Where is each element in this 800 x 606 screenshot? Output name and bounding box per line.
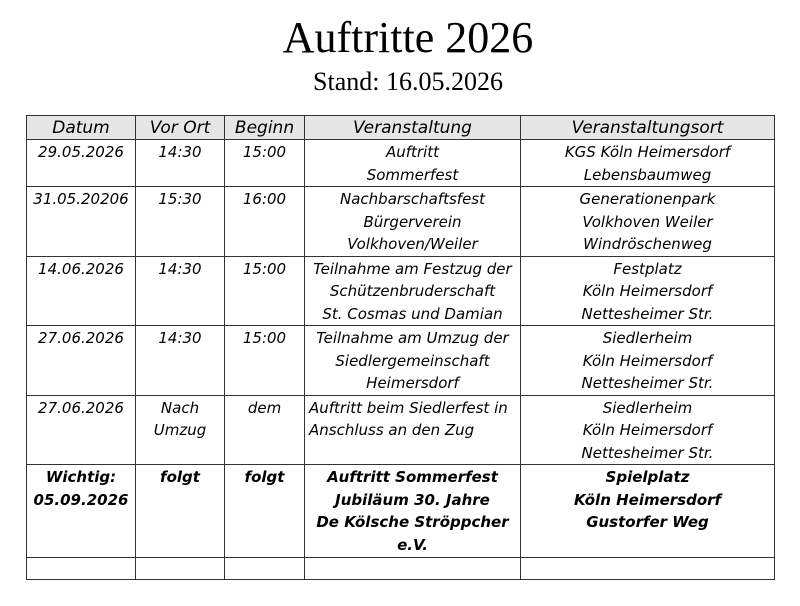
cell-line: 14:30	[158, 329, 202, 347]
cell-line: Bürgerverein	[363, 212, 462, 231]
cell-vor-ort	[136, 256, 225, 326]
cell-line: 29.05.2026	[38, 143, 124, 161]
cell-vor-ort	[136, 140, 225, 187]
cell-line: 14:30	[158, 259, 202, 278]
cell-vor-ort	[136, 326, 225, 396]
page-title: Auftritte 2026	[282, 13, 534, 62]
cell-veranstaltung	[305, 187, 521, 257]
cell-ort	[521, 256, 775, 326]
cell-line: 31.05.20206	[33, 190, 129, 208]
status-date: Stand: 16.05.2026	[313, 67, 503, 96]
cell-line: Auftritt Sommerfest	[327, 468, 498, 486]
cell-line: folgt	[160, 468, 200, 486]
cell-line: Volkhoven Weiler	[582, 212, 713, 231]
performance-table	[26, 115, 775, 580]
cell-empty	[27, 558, 136, 580]
table-row	[27, 256, 775, 326]
cell-line: Heimersdorf	[366, 374, 459, 392]
cell-line: 27.06.2026	[38, 398, 124, 417]
cell-line: 15:00	[242, 259, 287, 278]
cell-line: Spielplatz	[605, 468, 690, 486]
cell-datum	[27, 326, 136, 396]
table-row	[27, 395, 775, 465]
cell-line: Auftritt	[385, 143, 440, 161]
cell-line: Umzug	[153, 421, 207, 439]
cell-line: Nettesheimer Str.	[581, 374, 714, 392]
cell-datum	[27, 465, 136, 558]
column-header-veranstaltungsort: Veranstaltungsort	[521, 116, 775, 140]
cell-datum	[27, 140, 136, 187]
cell-line: Teilnahme am Festzug der	[313, 259, 512, 278]
cell-veranstaltung	[305, 395, 521, 465]
cell-line: Gustorfer Weg	[586, 513, 709, 531]
cell-ort	[521, 140, 775, 187]
table-header-row	[27, 116, 775, 140]
table-row	[27, 187, 775, 257]
cell-beginn	[225, 187, 305, 257]
column-header-datum: Datum	[27, 116, 136, 140]
cell-line: Nach	[160, 398, 200, 417]
cell-line: 14:30	[158, 143, 202, 161]
cell-line: 05.09.2026	[33, 490, 129, 509]
cell-veranstaltung	[305, 465, 521, 558]
cell-empty	[521, 558, 775, 580]
cell-vor-ort	[136, 187, 225, 257]
cell-beginn	[225, 465, 305, 558]
cell-ort	[521, 395, 775, 465]
cell-line: Sommerfest	[366, 165, 459, 184]
cell-beginn	[225, 395, 305, 465]
cell-line: Köln Heimersdorf	[573, 490, 722, 509]
cell-line: Volkhoven/Weiler	[347, 235, 478, 253]
cell-line: KGS Köln Heimersdorf	[564, 143, 731, 161]
cell-line: Windröschenweg	[583, 235, 712, 253]
cell-line: 16:00	[242, 190, 287, 208]
table-row-empty	[27, 558, 775, 580]
cell-line: Wichtig:	[45, 468, 117, 486]
cell-line: Köln Heimersdorf	[582, 282, 713, 300]
cell-datum	[27, 256, 136, 326]
cell-line: St. Cosmas und Damian	[322, 304, 503, 323]
cell-beginn	[225, 326, 305, 396]
cell-vor-ort	[136, 465, 225, 558]
cell-line: e.V.	[397, 535, 428, 554]
cell-ort	[521, 465, 775, 558]
cell-line: Jubiläum 30. Jahre	[335, 490, 490, 509]
cell-vor-ort	[136, 395, 225, 465]
cell-line: 14.06.2026	[38, 259, 124, 278]
cell-datum	[27, 395, 136, 465]
cell-veranstaltung	[305, 140, 521, 187]
cell-line: Generationenpark	[579, 190, 716, 208]
cell-line: Siedlerheim	[602, 398, 693, 417]
cell-line: Siedlerheim	[602, 329, 693, 347]
cell-datum	[27, 187, 136, 257]
cell-beginn	[225, 140, 305, 187]
cell-line: Festplatz	[613, 259, 682, 278]
cell-line: Auftritt beim Siedlerfest in	[309, 398, 508, 417]
cell-line: 15:30	[158, 190, 202, 208]
column-header-vor-ort: Vor Ort	[136, 116, 225, 140]
cell-line: folgt	[244, 468, 285, 486]
cell-veranstaltung	[305, 326, 521, 396]
cell-line: 15:00	[242, 329, 287, 347]
column-header-veranstaltung: Veranstaltung	[305, 116, 521, 140]
cell-empty	[225, 558, 305, 580]
table-row	[27, 465, 775, 558]
cell-empty	[136, 558, 225, 580]
cell-ort	[521, 326, 775, 396]
cell-line: Nettesheimer Str.	[581, 304, 714, 323]
cell-line: Nettesheimer Str.	[581, 443, 714, 462]
cell-line: 15:00	[242, 143, 287, 161]
cell-empty	[305, 558, 521, 580]
table-row	[27, 326, 775, 396]
cell-ort	[521, 187, 775, 257]
cell-line: Köln Heimersdorf	[582, 421, 713, 439]
cell-line: Teilnahme am Umzug der	[316, 329, 509, 347]
cell-line: Köln Heimersdorf	[582, 351, 713, 370]
cell-line: De Kölsche Ströppcher	[316, 513, 509, 531]
cell-veranstaltung	[305, 256, 521, 326]
cell-beginn	[225, 256, 305, 326]
cell-line: Siedlergemeinschaft	[335, 351, 490, 370]
cell-line: Anschluss an den Zug	[309, 421, 475, 439]
cell-line: Lebensbaumweg	[583, 165, 712, 184]
column-header-beginn: Beginn	[225, 116, 305, 140]
cell-line: Nachbarschaftsfest	[340, 190, 485, 208]
cell-line: 27.06.2026	[38, 329, 124, 347]
table-row	[27, 140, 775, 187]
cell-line: Schützenbruderschaft	[329, 282, 496, 300]
cell-line: dem	[247, 398, 282, 417]
